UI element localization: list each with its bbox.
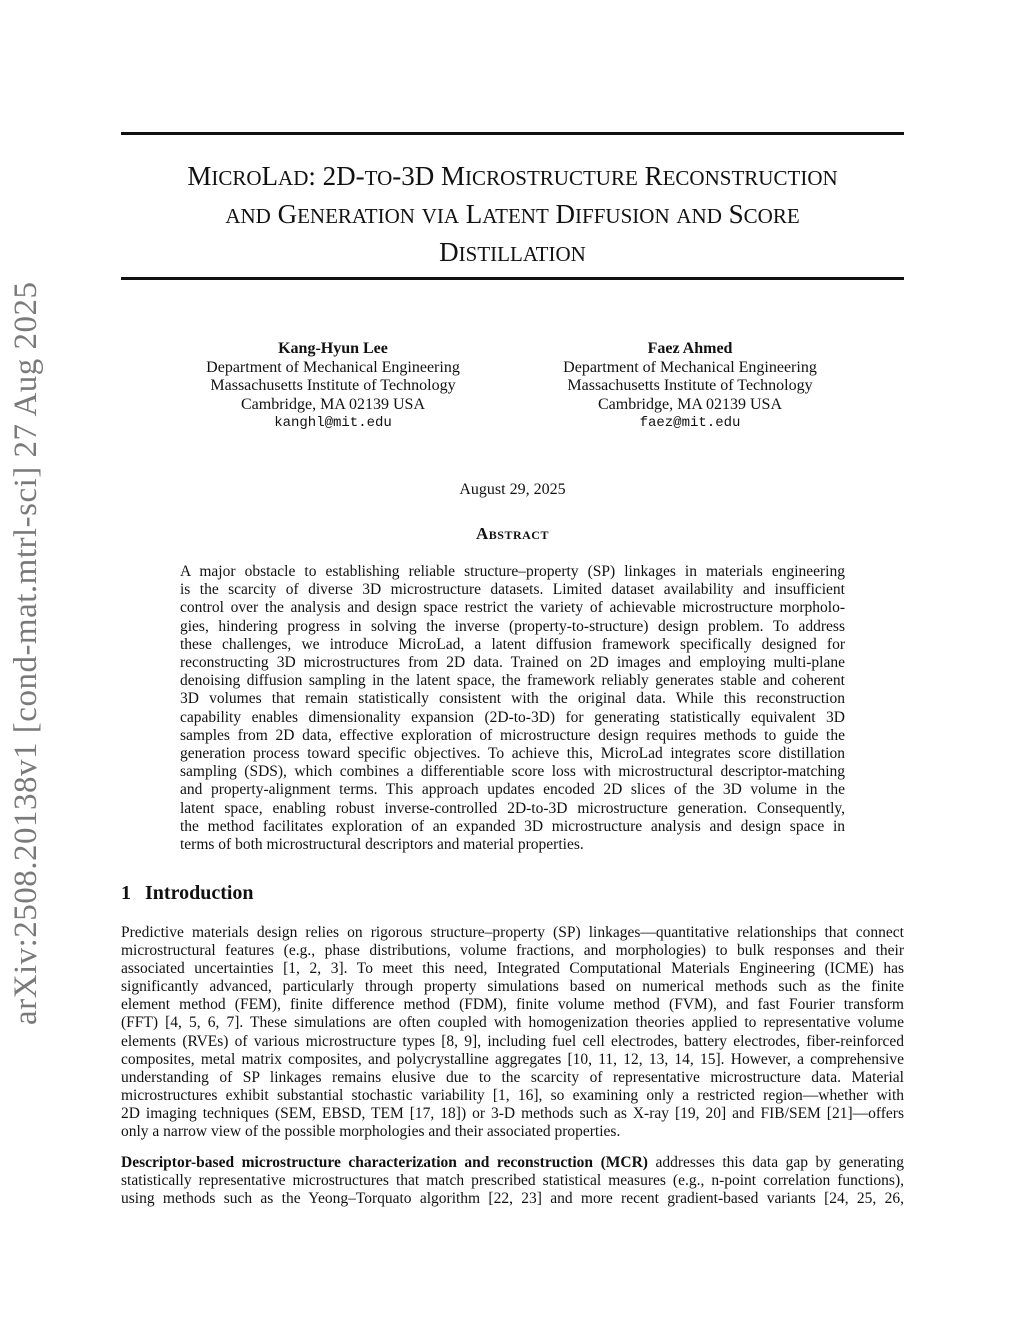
body-line: using methods such as the Yeong–Torquato algorithm [22, 23] and more recent gradient-based variants [24, 25, 26, bbox=[121, 1190, 904, 1208]
abstract-heading: Abstract bbox=[476, 524, 549, 543]
mcr-line-1-rest: addresses this data gap by generating bbox=[647, 1154, 904, 1171]
paper-title bbox=[121, 158, 904, 272]
author-2 bbox=[525, 340, 855, 433]
body-line: (FFT) [4, 5, 6, 7]. These simulations are often coupled with homogenization theories applied to representative volume bbox=[121, 1014, 904, 1032]
abstract-line: gies, hindering progress in solving the inverse (property-to-structure) design problem. To address bbox=[180, 617, 845, 635]
body-line: microstructural features (e.g., phase distributions, volume fractions, and morphologies) to bulk responses and their bbox=[121, 942, 904, 960]
body-line: composites, metal matrix composites, and polycrystalline aggregates [10, 11, 12, 13, 14, 15]. However, a comprehensive bbox=[121, 1050, 904, 1068]
abstract-line: capability enables dimensionality expansion (2D-to-3D) for generating statistically equivalent 3D bbox=[180, 708, 845, 726]
author-name: Kang-Hyun Lee bbox=[278, 340, 388, 357]
abstract-line: generation process toward specific objectives. To achieve this, MicroLad integrates score distillation bbox=[180, 745, 845, 763]
publication-date: August 29, 2025 bbox=[459, 481, 566, 498]
body-line: elements (RVEs) of various microstructure types [8, 9], including fuel cell electrodes, battery electrodes, fiber-reinforced bbox=[121, 1032, 904, 1050]
title-line-1: MICROLAD: 2D-TO-3D MICROSTRUCTURE RECONSTRUCTION bbox=[187, 161, 838, 191]
author-location: Cambridge, MA 02139 USA bbox=[598, 395, 782, 413]
body-line: element method (FEM), finite difference method (FDM), finite volume method (FVM), and fast Fourier transform bbox=[121, 996, 904, 1014]
title-line-2: AND GENERATION VIA LATENT DIFFUSION AND SCORE bbox=[225, 199, 800, 229]
title-line-3: DISTILLATION bbox=[439, 237, 586, 267]
author-1 bbox=[168, 340, 498, 433]
arxiv-identifier-stamp: arXiv:2508.20138v1 [cond-mat.mtrl-sci] 27 Aug 2025 bbox=[8, 281, 44, 1025]
abstract-line: and property-alignment terms. This approach updates encoded 2D slices of the 3D volume in the bbox=[180, 781, 845, 799]
body-line: 2D imaging techniques (SEM, EBSD, TEM [17, 18]) or 3-D methods such as X-ray [19, 20] and FIB/SEM [21]—offers bbox=[121, 1104, 904, 1122]
intro-paragraph bbox=[121, 924, 904, 1141]
abstract-line: the method facilitates exploration of an expanded 3D microstructure analysis and design space in bbox=[180, 817, 845, 835]
body-line: significantly advanced, particularly through property simulations based on numerical methods such as the finite bbox=[121, 978, 904, 996]
mcr-paragraph bbox=[121, 1154, 904, 1208]
title-top-rule bbox=[121, 132, 904, 135]
abstract-line: sampling (SDS), which combines a differentiable score loss with microstructural descriptor-matching bbox=[180, 763, 845, 781]
body-line: Predictive materials design relies on rigorous structure–property (SP) linkages—quantitative relationships that connect bbox=[121, 924, 904, 941]
abstract-line: these challenges, we introduce MicroLad, a latent diffusion framework specifically designed for bbox=[180, 635, 845, 653]
abstract-line: latent space, enabling robust inverse-controlled 2D-to-3D microstructure generation. Consequently, bbox=[180, 799, 845, 817]
abstract-body bbox=[180, 563, 845, 854]
abstract-line: control over the analysis and design space restrict the variety of achievable microstructure morpholo- bbox=[180, 599, 845, 617]
section-number: 1 bbox=[121, 882, 131, 904]
abstract-line: samples from 2D data, effective exploration of microstructure design requires methods to guide the bbox=[180, 726, 845, 744]
author-department: Department of Mechanical Engineering bbox=[206, 358, 460, 376]
author-email[interactable]: faez@mit.edu bbox=[639, 415, 741, 432]
body-line: understanding of SP linkages remains elusive due to the scarcity of representative microstructure data. Material bbox=[121, 1068, 904, 1086]
author-department: Department of Mechanical Engineering bbox=[563, 358, 817, 376]
abstract-line: is the scarcity of diverse 3D microstructure datasets. Limited dataset availability and insufficient bbox=[180, 581, 845, 599]
author-location: Cambridge, MA 02139 USA bbox=[241, 395, 425, 413]
body-line bbox=[121, 1154, 904, 1172]
author-email[interactable]: kanghl@mit.edu bbox=[274, 415, 392, 432]
abstract-line: 3D volumes that remain statistically consistent with the original data. While this reconstruction bbox=[180, 690, 845, 708]
abstract-line: denoising diffusion sampling in the latent space, the framework reliably generates stable and coherent bbox=[180, 672, 845, 690]
author-institution: Massachusetts Institute of Technology bbox=[210, 377, 456, 395]
author-institution: Massachusetts Institute of Technology bbox=[567, 377, 813, 395]
author-name: Faez Ahmed bbox=[647, 340, 733, 357]
abstract-line: reconstructing 3D microstructures from 2D data. Trained on 2D images and employing multi-plane bbox=[180, 654, 845, 672]
body-line: microstructures exhibit substantial stochastic variability [1, 16], so examining only a restricted region—whether with bbox=[121, 1086, 904, 1104]
abstract-line: A major obstacle to establishing reliable structure–property (SP) linkages in materials engineering bbox=[180, 563, 845, 580]
title-bottom-rule bbox=[121, 277, 904, 280]
section-title: Introduction bbox=[145, 882, 254, 904]
body-line: only a narrow view of the possible morphologies and their associated properties. bbox=[121, 1123, 621, 1141]
body-line: statistically representative microstructures that match prescribed statistical measures (e.g., n-point correlation functions), bbox=[121, 1172, 904, 1190]
body-line: associated uncertainties [1, 2, 3]. To meet this need, Integrated Computational Materials Engineering (ICME) has bbox=[121, 960, 904, 978]
mcr-lead-term: Descriptor-based microstructure characterization and reconstruction (MCR) bbox=[121, 1154, 648, 1171]
section-heading-introduction bbox=[121, 882, 254, 905]
abstract-line: terms of both microstructural descriptors and material properties. bbox=[180, 836, 584, 854]
